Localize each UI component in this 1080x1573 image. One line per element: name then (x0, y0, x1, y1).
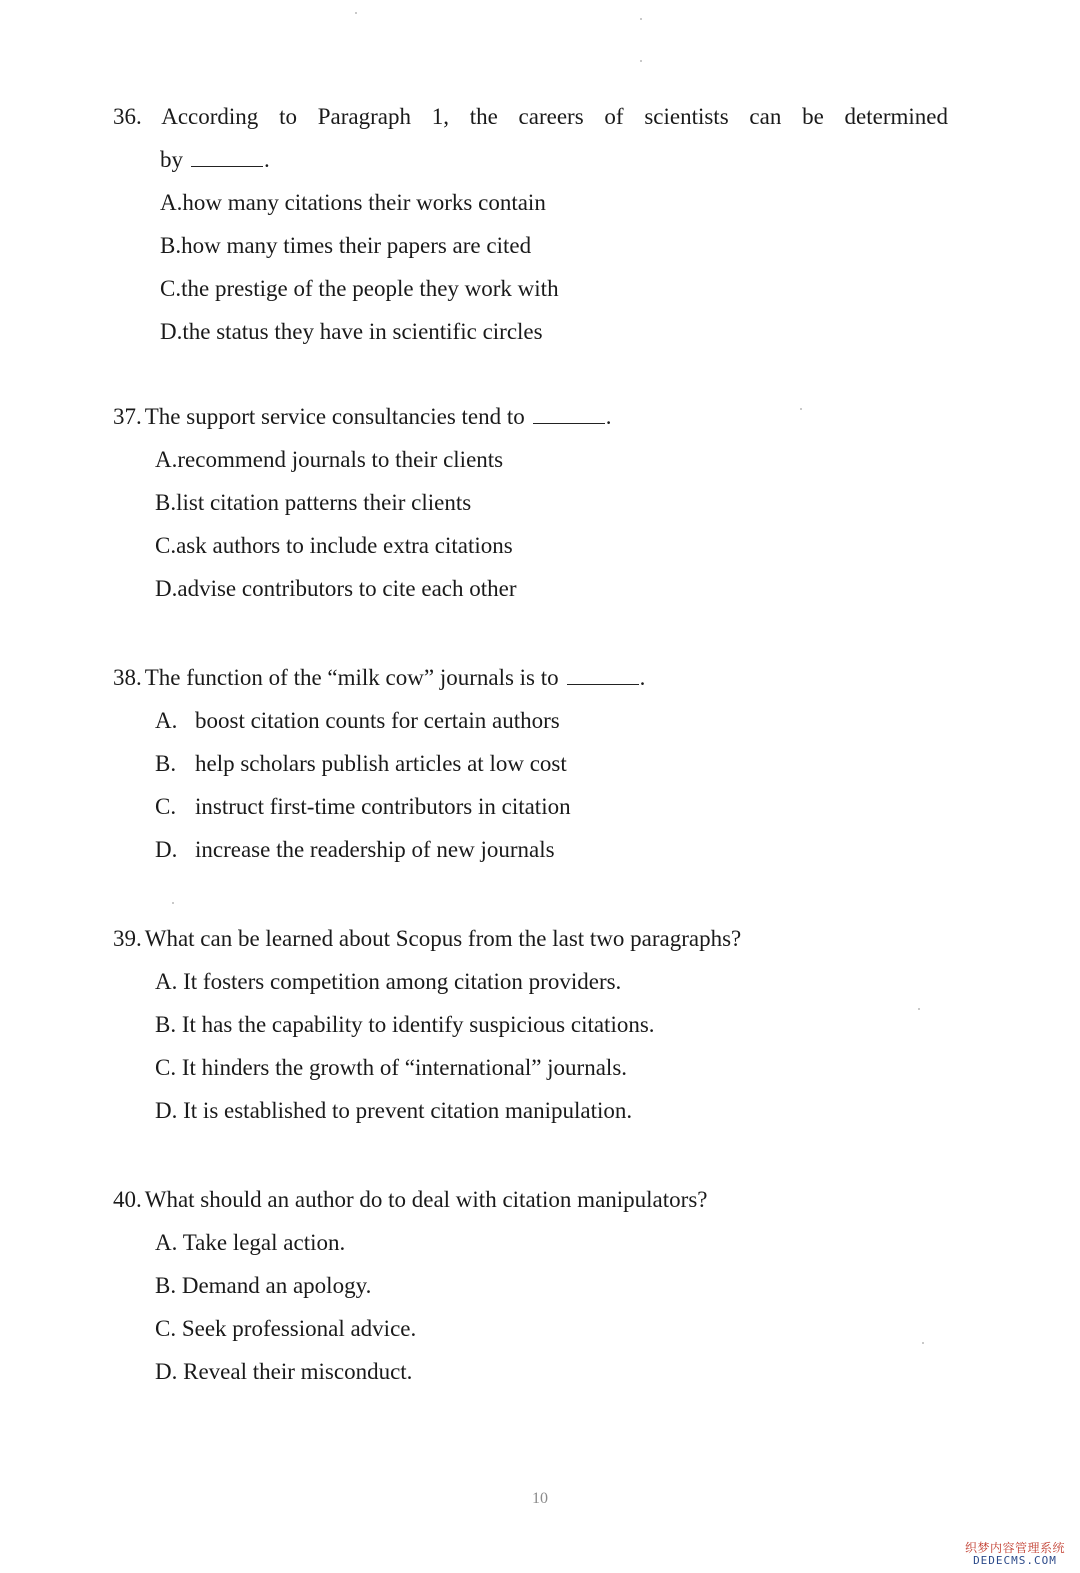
option-letter: D. (155, 1359, 178, 1384)
option-text: It is established to prevent citation manipulation. (183, 1098, 633, 1123)
question-stem-text: What should an author do to deal with citation manipulators? (144, 1187, 708, 1212)
option-letter: C. (155, 794, 177, 819)
option-a[interactable] (113, 699, 973, 742)
watermark-chinese: 织梦内容管理系统 (964, 1540, 1065, 1555)
option-text: Reveal their misconduct. (183, 1359, 413, 1384)
option-letter: D. (160, 319, 183, 344)
question-number: 40. (113, 1187, 142, 1212)
watermark-english: DEDECMS.COM (973, 1553, 1057, 1567)
option-letter: B. (155, 751, 177, 776)
option-letter: B. (155, 1012, 177, 1037)
option-b[interactable] (113, 1264, 973, 1307)
option-text: recommend journals to their clients (177, 447, 504, 472)
stem-period: . (605, 404, 612, 429)
option-b[interactable] (113, 481, 973, 524)
option-list (113, 1221, 973, 1393)
option-text: It has the capability to identify suspicious citations. (181, 1012, 655, 1037)
scan-speck (355, 12, 357, 14)
option-c[interactable] (113, 1307, 973, 1350)
option-a[interactable] (113, 181, 973, 224)
question-number: 37. (113, 404, 142, 429)
question-stem (113, 917, 973, 960)
answer-blank (533, 405, 605, 424)
option-a[interactable] (113, 438, 973, 481)
site-watermark (960, 1542, 1070, 1567)
page-number: 10 (532, 1490, 548, 1507)
option-text: boost citation counts for certain authors (195, 708, 560, 733)
option-c[interactable] (113, 785, 973, 828)
question-stem (113, 1178, 973, 1221)
option-letter: C. (155, 1055, 177, 1080)
option-b[interactable] (113, 224, 973, 267)
option-text: instruct first-time contributors in citation (195, 794, 571, 819)
option-letter: D. (155, 837, 178, 862)
option-text: the prestige of the people they work with (181, 276, 559, 301)
question-stem-continuation (113, 138, 973, 181)
scan-speck (172, 902, 174, 904)
option-d[interactable] (113, 828, 973, 871)
stem-period: . (639, 665, 646, 690)
question-number: 36. (113, 104, 142, 129)
option-text: It hinders the growth of “international” journals. (181, 1055, 628, 1080)
option-text: how many times their papers are cited (181, 233, 532, 258)
option-text: ask authors to include extra citations (176, 533, 513, 558)
question-stem (113, 656, 973, 699)
option-text: Take legal action. (182, 1230, 346, 1255)
option-b[interactable] (113, 1003, 973, 1046)
option-letter: B. (160, 233, 182, 258)
question-36 (113, 95, 973, 353)
option-letter: A. (155, 447, 178, 472)
option-letter: A. (160, 190, 183, 215)
option-list (113, 960, 973, 1132)
question-stem-text: The support service consultancies tend to (144, 404, 525, 429)
scan-speck (640, 60, 642, 62)
question-39 (113, 917, 973, 1132)
option-letter: D. (155, 1098, 178, 1123)
option-letter: A. (155, 708, 178, 733)
question-38 (113, 656, 973, 871)
option-c[interactable] (113, 1046, 973, 1089)
option-text: increase the readership of new journals (195, 837, 555, 862)
option-b[interactable] (113, 742, 973, 785)
option-letter: B. (155, 490, 177, 515)
question-stem-line2: by (160, 147, 183, 172)
option-c[interactable] (113, 267, 973, 310)
option-d[interactable] (113, 310, 973, 353)
question-stem (113, 395, 973, 438)
option-text: It fosters competition among citation providers. (183, 969, 622, 994)
answer-blank (191, 148, 263, 167)
option-letter: C. (155, 533, 177, 558)
question-number: 39. (113, 926, 142, 951)
option-text: how many citations their works contain (182, 190, 546, 215)
question-stem-text: The function of the “milk cow” journals is to (144, 665, 559, 690)
option-c[interactable] (113, 524, 973, 567)
option-letter: C. (160, 276, 182, 301)
option-text: list citation patterns their clients (176, 490, 472, 515)
option-text: advise contributors to cite each other (177, 576, 517, 601)
question-stem-line1: According to Paragraph 1, the careers of scientists can be determined (161, 104, 948, 129)
option-d[interactable] (113, 1350, 973, 1393)
scan-speck (640, 18, 642, 20)
option-letter: A. (155, 969, 178, 994)
option-text: the status they have in scientific circles (182, 319, 543, 344)
option-letter: D. (155, 576, 178, 601)
option-letter: A. (155, 1230, 178, 1255)
option-a[interactable] (113, 960, 973, 1003)
question-number: 38. (113, 665, 142, 690)
option-list (113, 181, 973, 353)
question-40 (113, 1178, 973, 1393)
question-37 (113, 395, 973, 610)
option-list (113, 438, 973, 610)
option-text: help scholars publish articles at low cost (195, 751, 567, 776)
option-text: Seek professional advice. (181, 1316, 417, 1341)
answer-blank (567, 666, 639, 685)
option-d[interactable] (113, 1089, 973, 1132)
question-stem (113, 95, 948, 138)
option-text: Demand an apology. (181, 1273, 372, 1298)
option-d[interactable] (113, 567, 973, 610)
question-stem-text: What can be learned about Scopus from the last two paragraphs? (144, 926, 742, 951)
option-letter: C. (155, 1316, 177, 1341)
option-a[interactable] (113, 1221, 973, 1264)
option-list (113, 699, 973, 871)
option-letter: B. (155, 1273, 177, 1298)
stem-period: . (264, 147, 270, 172)
